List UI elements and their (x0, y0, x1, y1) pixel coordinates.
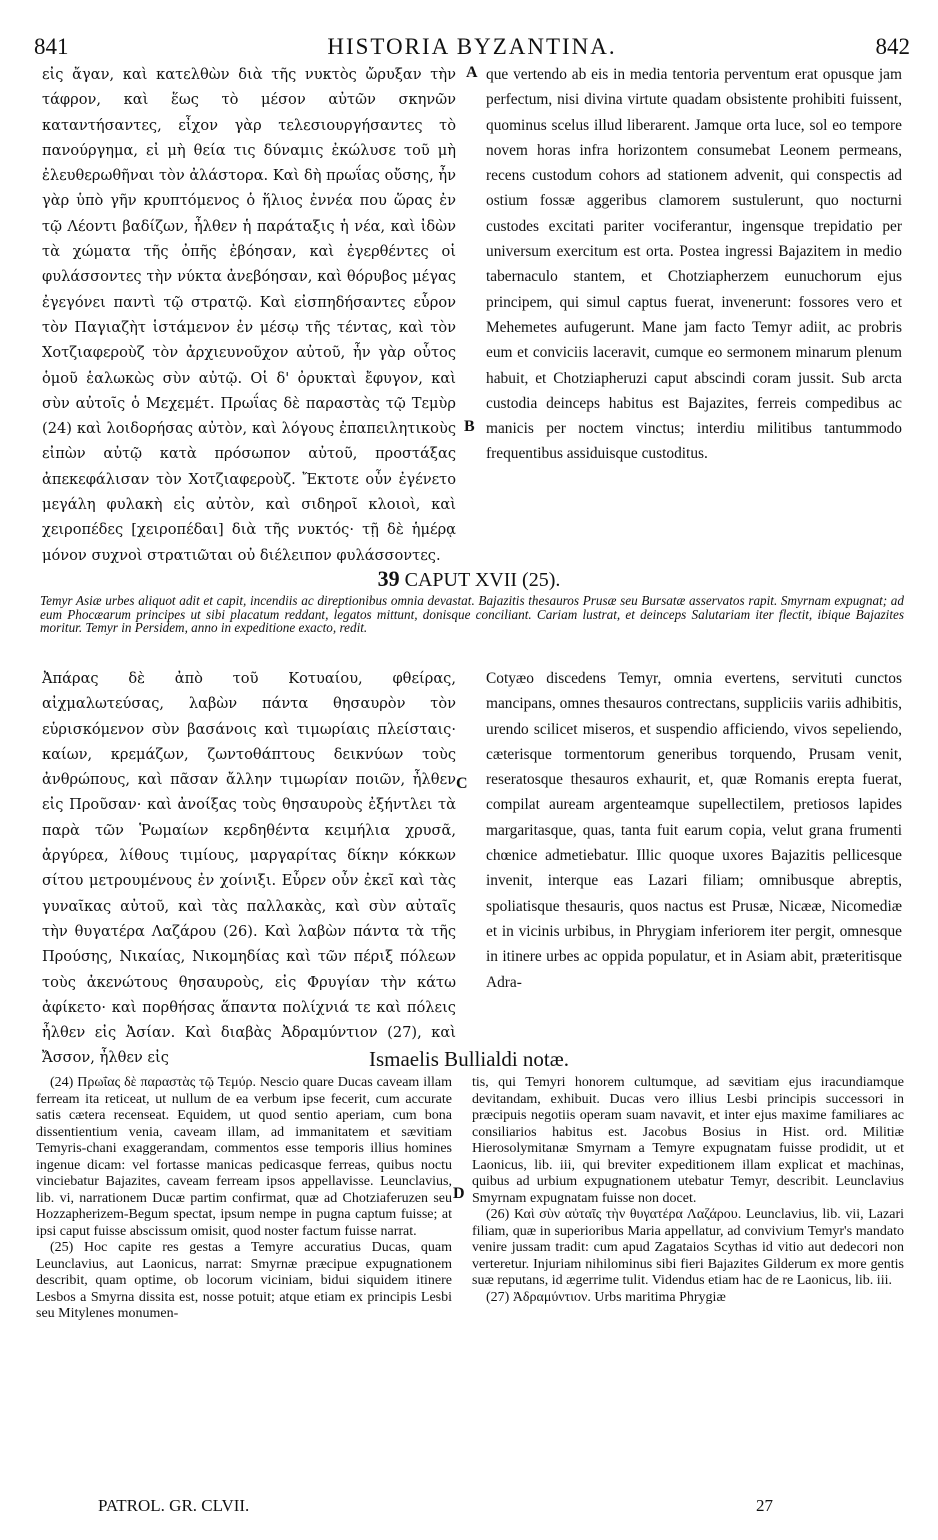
greek-text-section-2 (42, 666, 456, 1071)
margin-mark-a: A (466, 64, 478, 81)
footer-series: PATROL. GR. CLVII. (98, 1496, 250, 1515)
chapter-number: 39 (377, 566, 400, 591)
margin-mark-c: C (456, 775, 468, 792)
margin-mark-d: D (453, 1185, 465, 1202)
greek-text-section-1 (42, 62, 456, 568)
notes-heading: Ismaelis Bullialdi notæ. (368, 1047, 570, 1071)
notes-left-column (36, 1075, 452, 1323)
margin-mark-b: B (464, 418, 475, 435)
greek-paragraph: εἰς ἄγαν, καὶ κατελθὼν διὰ τῆς νυκτὸς ὤρυξαν τὴν τάφρον, καὶ ἕως τὸ μέσον αὐτῶν σκηνῶν καταντήσαντες, εἶχον γὰρ τελεσιουργήσαντες τὸ πανούργημα, εἰ μὴ θεία τις δύναμις ἐκώλυσε τοῦ μὴ ἐλευθερωθῆναι τὸν ἀλάστορα. Καὶ δὴ πρωΐας οὔσης, ἦν γὰρ ὑπὸ γῆν κρυπτόμενος ὁ ἥλιος ἐννέα που ὥρας ἐν τῷ Λέοντι βαδίζων, ἦλθεν ἡ παράταξις ἡ νέα, καὶ ἰδὼν τὰ χώματα τῆς ὀπῆς ἐβόησαν, καὶ ἐγερθέντες οἱ φυλάσσοντες τὴν νύκτα ἀνεβόησαν, καὶ θόρυβος μέγας ἐγεγόνει παντὶ τῷ στρατῷ. Καὶ εἰσπηδήσαντες εὗρον τὸν Παγιαζὴτ ἱστάμενον ἐν μέσῳ τῆς τέντας, καὶ τὸν Χοτζιαφεροὺζ τὸν ἀρχιευνοῦχον αὐτοῦ, ἦν γὰρ οὗτος ὁμοῦ ἑαλωκὼς σὺν αὐτῷ. Οἱ δ' ὀρυκταὶ ἔφυγον, καὶ σὺν αὐτοῖς ὁ Μεχεμέτ. Πρωΐας δὲ παραστὰς τῷ Τεμὺρ (24) καὶ λοιδορήσας αὐτὸν, καὶ λόγους ἐπαπειλητικοὺς εἰπὼν αὐτῷ κατὰ πρόσωπον αὐτοῦ, προστάξας ἀπεκεφάλισαν τὸν Χοτζιαφεροὺζ. Ἔκτοτε οὖν ἐγένετο μεγάλη φυλακὴ εἰς αὐτὸν, καὶ σιδηροῖ κλοιοὶ, καὶ χειροπέδες [χειροπέδαι] διὰ τῆς νυκτός· τῇ δὲ ἡμέρᾳ μόνον συχνοὶ στρατιῶται οὐ διέλειπον φυλάσσοντες. (42, 66, 456, 564)
note-paragraph: tis, qui Temyri honorem cultumque, ad sævitiam ejus iracundiamque devitandam, exhibuit. Ducas vero illius Lesbi principis successori in præcipuis negotiis operam suam navavit, et inter ejus maxime familiares ac consiliarios habitus est. Jacobus Bosius in Hist. ord. Militiæ Hierosolymitanæ Smyrnam a Temyre expugnatam fuisse prodidit, ut et Laonicus, lib. iii, qui breviter expeditionem illam explicat et machinas, quibus ad urbium expugnationem utebatur Temyr, describit. Leunclavius Smyrnam expugnatam fuisse non docet. (472, 1075, 904, 1206)
page-header (34, 34, 910, 60)
left-page-number: 841 (34, 34, 69, 59)
right-page-number: 842 (875, 34, 910, 59)
note-paragraph: (26) Καὶ σὺν αὐταῖς τὴν θυγατέρα Λαζάρου. Leunclavius, lib. vii, Lazari filiam, quæ in superioribus Maria appellatur, ad convivium Temyr's mandato venire jussam tradit: cum apud Zagataios Scythas id vitio aut dedecori non verteretur. Injuriam nihilominus sibi fieri Bajazites Gilderum ex more gentis suæ reputans, id ægerrime tulit. Videndus etiam hac de re Laonicus, lib. iii. (472, 1207, 904, 1288)
latin-text-section-1 (486, 62, 902, 467)
chapter-summary: Temyr Asiæ urbes aliquot adit et capit, incendiis ac direptionibus omnia devastat. Bajazitis thesauros Prusæ seu Bursatæ asservatos rapit. Smyrnam expugnat; ad eum Phocæarum principes ut sibi placatum reddant, legatos mittunt, donisque conciliant. Cariam lustrat, et deinceps Salutariam iter flectit, ibique Bajazites moritur. Temyr in Persidem, anno in expeditione exacto, redit. (40, 593, 904, 635)
latin-text-section-2 (486, 666, 902, 995)
chapter-heading (0, 566, 938, 592)
latin-paragraph: Cotyæo discedens Temyr, omnia evertens, servituti cunctos mancipans, omnes thesauros contrectans, suppliciis variis adhibitis, urendo scilicet miseros, et suspendio afficiendo, vivos sepeliendo, cæterisque tormentorum generibus torquendo, Prusam venit, reseratosque thesauros exhaurit, et, quæ Romanis erepta fuerat, compilat auream argenteamque supellectilem, pretiosos lapides margaritasque, quas, tanta fuit earum copia, velut grana frumenti chœnice admetiebatur. Illic quoque uxores Bajazitis pellicesque invenit, interque eas Lazari filiam; omnibusque abreptis, spoliatisque thesauris, quos nactus est Prusæ, Nicææ, Nicomediæ et in vicinis urbibus, in Phrygiam inferiorem iter pergit, omnesque in itinere urbes ac oppida populatur, et in Asiam abit, præteritisque Adra- (486, 670, 902, 991)
chapter-title: CAPUT XVII (25). (404, 569, 561, 591)
note-paragraph: (25) Hoc capite res gestas a Temyre accuratius Ducas, quam Leunclavius, aut Laonicus, narrat: Smyrnæ præcipue expugnationem describit, quam optime, ob locorum viciniam, bidui siquidem itinere Lesbos a Smyrna dissita est, nosse potuit; atque etiam ex principis Lesbi seu Mitylenes monumen- (36, 1240, 452, 1321)
note-paragraph: (24) Πρωΐας δὲ παραστὰς τῷ Τεμύρ. Nescio quare Ducas caveam illam ferream ita reticeat, ut nullum de ea verbum ipse fecerit, cum accurate satis cætera recenseat. Equidem, ut quod sentio aperiam, cum bona dissentientium venia, caveam illam, ad immanitatem et sævitiam Temyris-chani exaggerandam, commentos esse temporis illius homines ingenue dicam: vel fortasse manicas pedicasque ferreas, quibus noctu vinciebatur Bajazites, caveam ferream ipsos appellavisse. Leunclavius, lib. vi, narrationem Ducæ partim confirmat, quæ ad Chotziaferuzen seu Hozzapherizem-Begum spectat, ipsum nempe in pugna captum fuisse; at ipsi caput fuisse abscissum omisit, quod noster factum fuisse narrat. (36, 1075, 452, 1239)
latin-paragraph: que vertendo ab eis in media tentoria perventum erat opusque jam perfectum, nisi divina virtute quadam obsistente prohibiti fuissent, quominus scelus illud liberarent. Jamque orta luce, sol eo tempore novem horas infra horizontem consumebat Leonem permeans, recens custodum cohors ad stationem advenit, qui conspectis ad ostium fossæ aggeribus clamorem sustulerunt, quo nocturni custodes excitati pariter vociferantur, ingensque trepidatio per universum exercitum est orta. Postea ingressi Bajazitem in medio tabernaculo stantem, et Chotziapherzem eunuchorum ejus principem, qui simul captus fuerat, invenerunt: fossores vero et Mehemetes aufugerunt. Mane jam facto Temyr adiit, ac probris eum et conviciis laceravit, cumque eo sermonem minarum plenum habuit, et Chotziapheruzi caput abscindi coram jussit. Sub arcta custodia deinceps habitus est Bajazites, ferreis compedibus ac manicis per noctem vinctus; interdiu militibus tantummodo frequentibus assiduisque custoditus. (486, 66, 902, 463)
note-paragraph: (27) Ἀδραμύντιον. Urbs maritima Phrygiæ (486, 1289, 726, 1305)
running-title: HISTORIA BYZANTINA. (327, 34, 617, 59)
footer-signature: 27 (756, 1496, 773, 1515)
notes-right-column (472, 1075, 904, 1306)
greek-paragraph: Ἀπάρας δὲ ἀπὸ τοῦ Κοτυαίου, φθείρας, αἰχμαλωτεύσας, λαβὼν πάντα θησαυρὸν τὸν εὑρισκόμενον σὺν βασάνοις καὶ τιμωρίαις πλείσταις· καίων, κρεμάζων, ζωντοθάπτους δεικνύων τοὺς ἀνθρώπους, καὶ πᾶσαν ἄλλην τιμωρίαν ποιῶν, ἦλθεν εἰς Προῦσαν· καὶ ἀνοίξας τοὺς θησαυροὺς ἐξήντλει τὰ παρὰ τῶν Ῥωμαίων κερδηθέντα κειμήλια χρυσᾶ, ἀργύρεα, λίθους τιμίους, μαργαρίτας δίκην κόκκων σίτου μετρουμένους ἐν χοίνιξι. Εὗρεν οὖν ἐκεῖ καὶ τὰς γυναῖκας αὐτοῦ, καὶ τὰς παλλακὰς, καὶ σὺν αὐταῖς τὴν θυγατέρα Λαζάρου (26). Καὶ λαβὼν πάντα τὰ τῆς Προύσης, Νικαίας, Νικομηδίας καὶ τῶν πέριξ πόλεων τοὺς ἀκενώτους θησαυροὺς, εἰς Φρυγίαν τὴν κάτω ἀφίκετο· καὶ πορθήσας ἅπαντα πολίχνιά τε καὶ πόλεις ἦλθεν εἰς Ἀσίαν. Καὶ διαβὰς Ἀδραμύντιον (27), καὶ Ἄσσον, ἦλθεν εἰς (42, 670, 456, 1067)
